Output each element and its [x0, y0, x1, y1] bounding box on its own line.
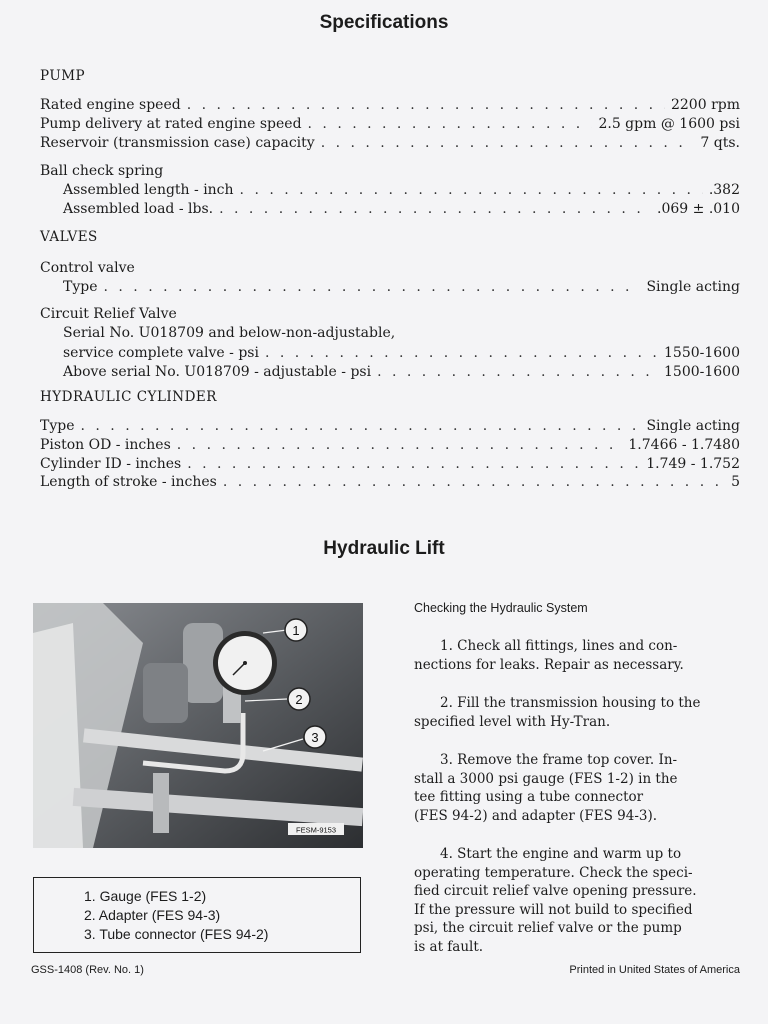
leader-dots [187, 456, 640, 472]
step-line: stall a 3000 psi gauge (FES 1-2) in the [414, 770, 678, 787]
spec-value: .069 ± .010 [657, 201, 740, 217]
spec-label: Rated engine speed [40, 97, 181, 113]
procedure-step-3 [414, 751, 750, 825]
spec-label: Above serial No. U018709 - adjustable - psi [63, 364, 372, 380]
step-line: specified level with Hy-Tran. [414, 713, 611, 730]
spec-label: Length of stroke - inches [40, 474, 217, 490]
callout-3 [304, 726, 326, 748]
procedure-title: Checking the Hydraulic System [414, 601, 588, 615]
spec-row-assembled-length [63, 182, 740, 201]
spec-value: Single acting [646, 279, 740, 295]
spec-row-stroke [40, 474, 740, 493]
spec-label: Type [40, 418, 75, 434]
relief-valve-label: Circuit Relief Valve [40, 306, 177, 322]
cylinder-heading: HYDRAULIC CYLINDER [40, 389, 217, 405]
legend-item: 1. Gauge (FES 1-2) [84, 888, 207, 904]
callout-2 [288, 688, 310, 710]
spec-row-assembled-load [63, 201, 740, 220]
ball-check-label: Ball check spring [40, 163, 164, 179]
spec-label: Assembled length - inch [63, 182, 234, 198]
step-line: If the pressure will not build to specified [414, 901, 693, 918]
leader-dots [219, 201, 651, 217]
spec-value: .382 [708, 182, 740, 198]
spec-value: 2.5 gpm @ 1600 psi [598, 116, 740, 132]
step-line: 1. Check all fittings, lines and con- [440, 638, 678, 654]
spec-value: 5 [731, 474, 740, 490]
pump-heading: PUMP [40, 68, 86, 84]
spec-row-delivery [40, 116, 740, 135]
spec-row-control-type [63, 279, 740, 298]
spec-label: service complete valve - psi [63, 345, 259, 361]
step-line: fied circuit relief valve opening pressure. [414, 883, 697, 899]
step-line: 4. Start the engine and warm up to [440, 846, 682, 862]
callout-2-label: 2 [295, 692, 303, 707]
spec-row-service-complete [63, 345, 740, 364]
leader-dots [223, 474, 725, 490]
leader-dots [177, 437, 623, 453]
leader-dots [377, 364, 658, 380]
procedure-step-2 [414, 694, 750, 731]
leader-dots [187, 97, 665, 113]
step-line: is at fault. [414, 938, 484, 955]
callout-1-label: 1 [292, 623, 300, 638]
spec-row-above-serial [63, 364, 740, 383]
callout-1 [285, 619, 307, 641]
leader-dots [240, 182, 703, 198]
step-line: tee fitting using a tube connector [414, 789, 644, 805]
leader-dots [104, 279, 641, 295]
spec-label: Pump delivery at rated engine speed [40, 116, 302, 132]
leader-dots [81, 418, 641, 434]
leader-dots [265, 345, 658, 361]
step-line: (FES 94-2) and adapter (FES 94-3). [414, 807, 658, 824]
footer-doc-number: GSS-1408 (Rev. No. 1) [31, 964, 144, 976]
hydraulic-gauge-photo [33, 603, 363, 848]
spec-value: 7 qts. [700, 135, 740, 151]
section-title: Hydraulic Lift [323, 538, 445, 559]
spec-value: 1550-1600 [664, 345, 740, 361]
spec-label: Type [63, 279, 98, 295]
procedure-step-1 [414, 637, 750, 674]
step-line: 2. Fill the transmission housing to the [440, 695, 701, 711]
figure-legend [33, 877, 361, 953]
spec-label: Reservoir (transmission case) capacity [40, 135, 315, 151]
leader-dots [321, 135, 695, 151]
control-valve-label: Control valve [40, 260, 135, 276]
procedure-step-4 [414, 845, 750, 956]
photo-code: FESM-9153 [295, 825, 337, 835]
spec-value: 1.749 - 1.752 [646, 456, 740, 472]
page-title: Specifications [319, 12, 449, 33]
spec-label: Assembled load - lbs. [63, 201, 214, 217]
serial-line: Serial No. U018709 and below-non-adjustable, [63, 325, 396, 341]
leader-dots [308, 116, 593, 132]
step-line: operating temperature. Check the speci- [414, 864, 693, 881]
spec-label: Piston OD - inches [40, 437, 171, 453]
step-line: 3. Remove the frame top cover. In- [440, 752, 678, 768]
step-line: psi, the circuit relief valve or the pump [414, 920, 682, 936]
callout-3-label: 3 [311, 730, 319, 745]
spec-row-piston-od [40, 437, 740, 456]
photo-illustration [33, 603, 363, 848]
spec-value: 1500-1600 [664, 364, 740, 380]
step-line: nections for leaks. Repair as necessary. [414, 656, 684, 673]
legend-item: 2. Adapter (FES 94-3) [84, 907, 221, 923]
valves-heading: VALVES [40, 229, 98, 245]
spec-row-rated-speed [40, 97, 740, 116]
legend-item: 3. Tube connector (FES 94-2) [84, 926, 269, 942]
spec-row-cylinder-type [40, 418, 740, 437]
spec-row-reservoir [40, 135, 740, 154]
spec-value: 1.7466 - 1.7480 [628, 437, 740, 453]
spec-value: 2200 rpm [670, 97, 740, 113]
spec-value: Single acting [646, 418, 740, 434]
spec-label: Cylinder ID - inches [40, 456, 182, 472]
spec-row-cylinder-id [40, 456, 740, 475]
footer-printed-in: Printed in United States of America [569, 964, 740, 976]
